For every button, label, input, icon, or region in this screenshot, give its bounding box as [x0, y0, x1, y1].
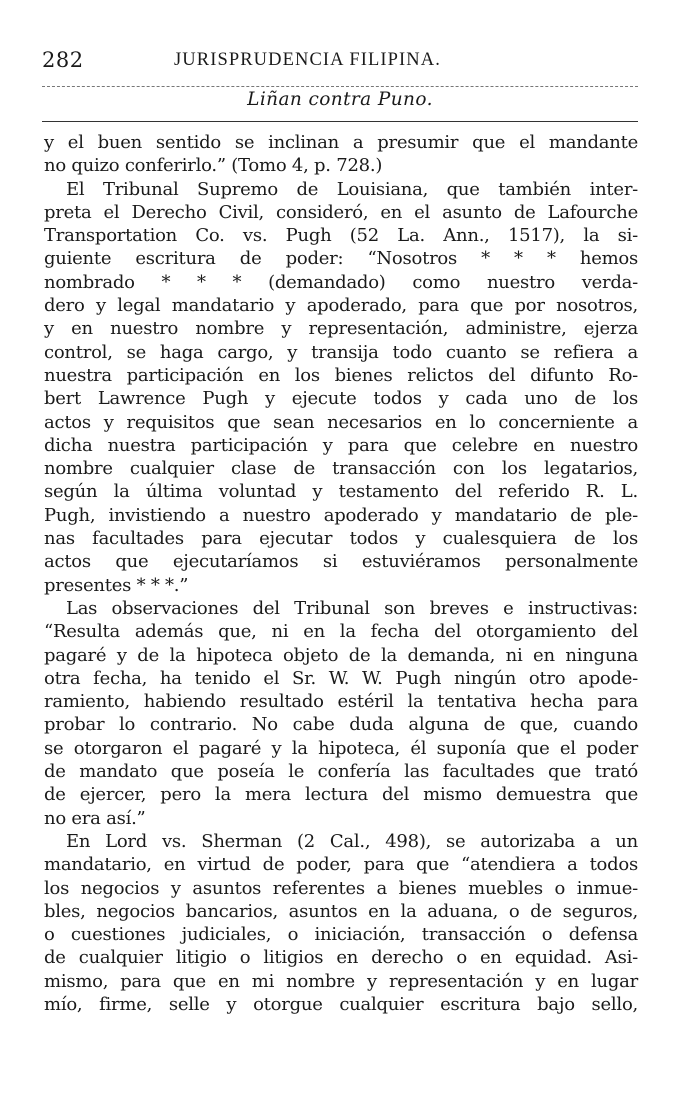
text-line: presentes * * *.”	[44, 574, 189, 596]
text-line: Pugh, invistiendo a nuestro apoderado y mandatario de ple-	[44, 504, 638, 526]
text-line: los negocios y asuntos referentes a bienes muebles o inmue-	[44, 877, 638, 899]
text-line: dero y legal mandatario y apoderado, para que por nosotros,	[44, 295, 638, 317]
text-line: según la última voluntad y testamento del referido R. L.	[44, 481, 638, 503]
text-line: bert Lawrence Pugh y ejecute todos y cada uno de los	[44, 388, 638, 410]
text-line: Transportation Co. vs. Pugh (52 La. Ann., 1517), la si-	[44, 225, 638, 247]
text-line: de mandato que poseía le confería las facultades que trató	[44, 761, 638, 783]
text-line: no era así.”	[44, 807, 146, 829]
text-line: se otorgaron el pagaré y la hipoteca, él suponía que el poder	[44, 737, 638, 759]
text-line: En Lord vs. Sherman (2 Cal., 498), se autorizaba a un	[66, 830, 638, 852]
text-line: nombrado * * * (demandado) como nuestro verda-	[44, 271, 638, 293]
text-line: o cuestiones judiciales, o iniciación, transacción o defensa	[44, 924, 638, 946]
text-line: nuestra participación en los bienes relictos del difunto Ro-	[44, 364, 638, 386]
text-line: y el buen sentido se inclinan a presumir que el mandante	[44, 132, 638, 153]
text-line: actos y requisitos que sean necesarios en lo concerniente a	[44, 411, 638, 433]
case-title: Liñan contra Puno.	[247, 89, 433, 110]
running-title: JURISPRUDENCIA FILIPINA.	[174, 50, 441, 70]
text-line: probar lo contrario. No cabe duda alguna de que, cuando	[44, 714, 638, 736]
text-line: El Tribunal Supremo de Louisiana, que también inter-	[66, 178, 638, 200]
text-line: otra fecha, ha tenido el Sr. W. W. Pugh ningún otro apode-	[44, 667, 638, 689]
text-line: Las observaciones del Tribunal son breves e instructivas:	[66, 597, 638, 619]
page-header	[42, 48, 638, 78]
text-line: ramiento, habiendo resultado estéril la tentativa hecha para	[44, 691, 638, 713]
text-line: actos que ejecutaríamos si estuviéramos personalmente	[44, 551, 638, 573]
text-line: mismo, para que en mi nombre y representación y en lugar	[44, 970, 638, 992]
text-line: nombre cualquier clase de transacción con los legatarios,	[44, 458, 638, 480]
text-line: y en nuestro nombre y representación, administre, ejerza	[44, 318, 638, 340]
page-number: 282	[42, 48, 84, 72]
text-line: nas facultades para ejecutar todos y cualesquiera de los	[44, 528, 638, 550]
text-line: de cualquier litigio o litigios en derecho o en equidad. Asi-	[44, 947, 638, 969]
text-line: preta el Derecho Civil, consideró, en el asunto de Lafourche	[44, 201, 638, 223]
text-line: de ejercer, pero la mera lectura del mismo demuestra que	[44, 784, 638, 806]
text-line: guiente escritura de poder: “Nosotros * * * hemos	[44, 248, 638, 270]
text-line: no quizo conferirlo.” (Tomo 4, p. 728.)	[44, 155, 383, 177]
body-text	[44, 131, 638, 1016]
text-line: control, se haga cargo, y transija todo cuanto se refiera a	[44, 341, 638, 363]
text-line: “Resulta además que, ni en la fecha del otorgamiento del	[44, 621, 638, 643]
text-line: mandatario, en virtud de poder, para que “atendiera a todos	[44, 854, 638, 876]
text-line: pagaré y de la hipoteca objeto de la demanda, ni en ninguna	[44, 644, 638, 666]
text-line: dicha nuestra participación y para que celebre en nuestro	[44, 434, 638, 456]
case-title-divider	[42, 121, 638, 122]
text-line: bles, negocios bancarios, asuntos en la aduana, o de seguros,	[44, 900, 638, 922]
text-line: mío, firme, selle y otorgue cualquier escritura bajo sello,	[44, 993, 638, 1015]
header-divider	[42, 86, 638, 87]
